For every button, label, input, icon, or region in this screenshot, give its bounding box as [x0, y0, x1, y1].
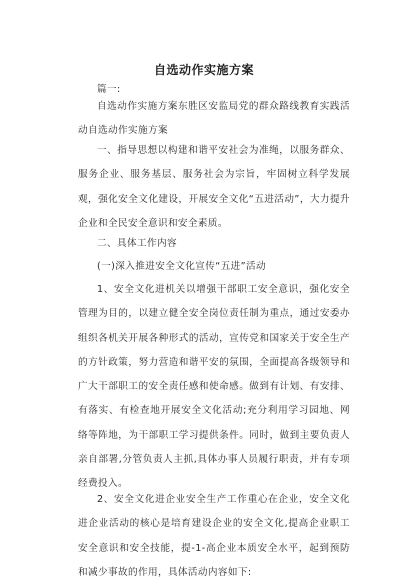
heading-five-entries: (一)深入推进安全文化宣传“五进”活动: [97, 261, 266, 272]
heading-work-content: 二、具体工作内容: [97, 238, 177, 249]
document-title: 自选动作实施方案: [153, 63, 254, 77]
paragraph-agencies: 1、安全文化进机关以增强干部职工安全意识，强化安全管理为目的，以建立健全安全岗位责任制为重点，通过安委办组织各机关开展各种形式的活动，宣传党和国家关于安全生产的方针政策，努力营造和谐平安的氛围，全面提高各级领导和广大干部职工的安全责任感和使命感。做到有计划、有安排、有落实、有检查地开展安全文化活动;充分利用学习园地、网络等阵地，为干部职工学习提供条件。同时，做到主要负责人亲自部署,分管负责人主抓,具体办事人员履行职责，并有专项经费投入。: [78, 284, 350, 490]
section-label: 篇一:: [97, 84, 121, 95]
paragraph-intro: 自选动作实施方案东胜区安监局党的群众路线教育实践活动自选动作实施方案: [78, 101, 350, 137]
paragraph-guiding-ideology: 一、指导思想以构建和谐平安社会为准绳，以服务群众、服务企业、服务基层、服务社会为宗旨，牢固树立科学发展观，强化安全文化建设，开展安全文化“五进活动”，大力提升企业和全民安全意识和安全素质。: [78, 145, 350, 229]
paragraph-enterprises: 2、安全文化进企业安全生产工作重心在企业，安全文化进企业活动的核心是培育建设企业的安全文化,提高企业职工安全意识和安全技能，提-1-高企业本质安全水平，起到预防和减少事故的作用，具体活动内容如下:: [78, 494, 350, 578]
